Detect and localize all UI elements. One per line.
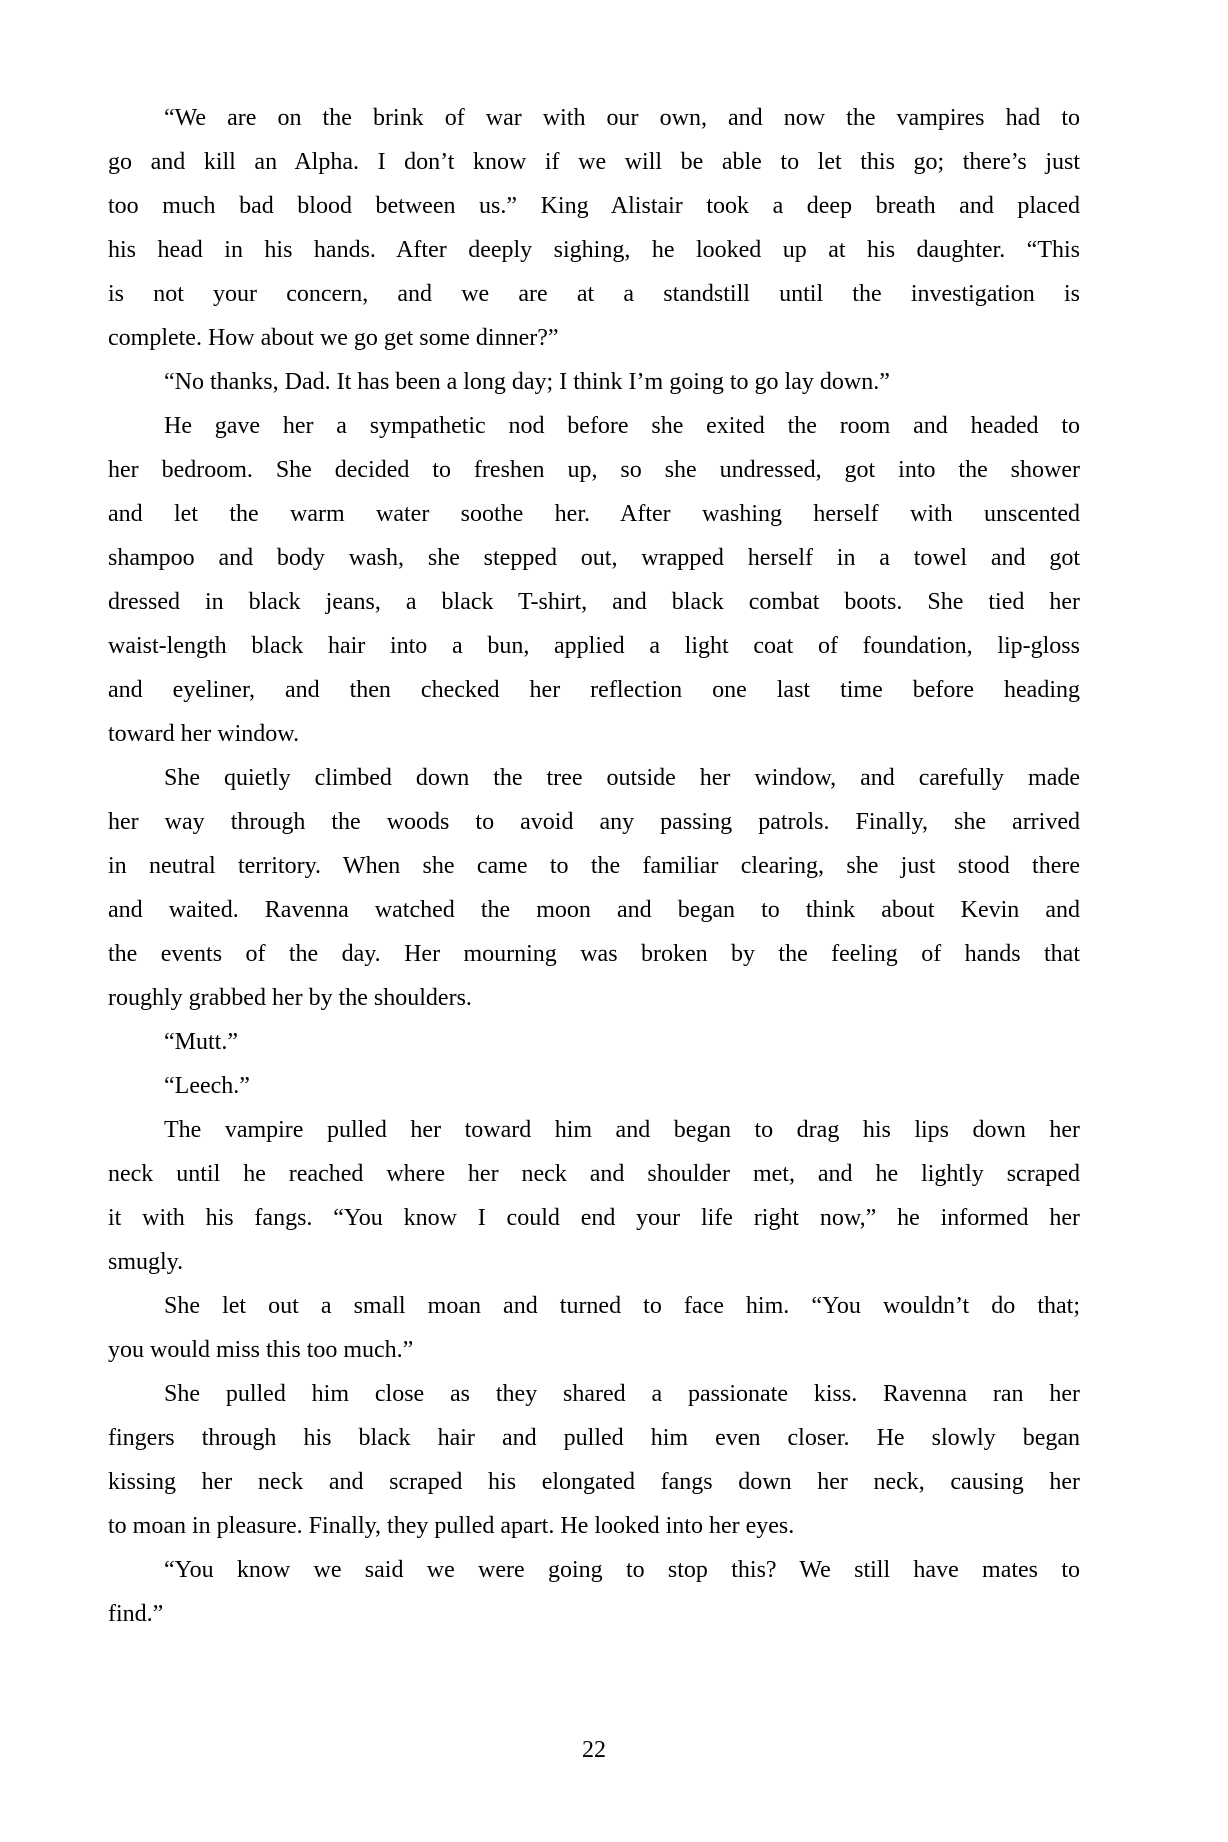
paragraph xyxy=(108,1372,1080,1548)
text-line: roughly grabbed her by the shoulders. xyxy=(108,985,472,1011)
text-line: shampoo and body wash, she stepped out, wrapped herself in a towel and got xyxy=(108,545,1080,571)
text-line: too much bad blood between us.” King Alistair took a deep breath and placed xyxy=(108,193,1080,219)
text-line: kissing her neck and scraped his elongated fangs down her neck, causing her xyxy=(108,1469,1080,1495)
text-line: She let out a small moan and turned to face him. “You wouldn’t do that; xyxy=(164,1293,1080,1319)
paragraph xyxy=(108,404,1080,756)
text-line: She quietly climbed down the tree outside her window, and carefully made xyxy=(164,765,1080,791)
text-line: go and kill an Alpha. I don’t know if we will be able to let this go; there’s just xyxy=(108,149,1080,175)
text-line: her bedroom. She decided to freshen up, so she undressed, got into the shower xyxy=(108,457,1080,483)
text-line: you would miss this too much.” xyxy=(108,1337,414,1363)
page-text xyxy=(108,96,1080,1636)
paragraph xyxy=(108,1020,1080,1064)
text-line: smugly. xyxy=(108,1249,184,1275)
text-line: complete. How about we go get some dinner?” xyxy=(108,325,559,351)
text-line: “No thanks, Dad. It has been a long day; I think I’m going to go lay down.” xyxy=(164,369,890,395)
text-line: the events of the day. Her mourning was broken by the feeling of hands that xyxy=(108,941,1080,967)
text-line: in neutral territory. When she came to the familiar clearing, she just stood there xyxy=(108,853,1080,879)
text-line: it with his fangs. “You know I could end your life right now,” he informed her xyxy=(108,1205,1080,1231)
text-line: find.” xyxy=(108,1601,164,1627)
text-line: her way through the woods to avoid any passing patrols. Finally, she arrived xyxy=(108,809,1080,835)
paragraph xyxy=(108,1108,1080,1284)
text-line: “Leech.” xyxy=(164,1073,250,1099)
text-line: his head in his hands. After deeply sighing, he looked up at his daughter. “This xyxy=(108,237,1080,263)
text-line: to moan in pleasure. Finally, they pulled apart. He looked into her eyes. xyxy=(108,1513,795,1539)
paragraph xyxy=(108,756,1080,1020)
text-line: The vampire pulled her toward him and began to drag his lips down her xyxy=(164,1117,1080,1143)
text-line: “Mutt.” xyxy=(164,1029,238,1055)
text-line: waist-length black hair into a bun, applied a light coat of foundation, lip-gloss xyxy=(108,633,1080,659)
text-line: and eyeliner, and then checked her reflection one last time before heading xyxy=(108,677,1080,703)
text-line: and waited. Ravenna watched the moon and began to think about Kevin and xyxy=(108,897,1080,923)
paragraph xyxy=(108,1284,1080,1372)
paragraph xyxy=(108,1548,1080,1636)
text-line: dressed in black jeans, a black T-shirt, and black combat boots. She tied her xyxy=(108,589,1080,615)
paragraph xyxy=(108,1064,1080,1108)
text-line: “We are on the brink of war with our own, and now the vampires had to xyxy=(164,105,1080,131)
page-number: 22 xyxy=(582,1737,606,1763)
text-line: “You know we said we were going to stop this? We still have mates to xyxy=(164,1557,1080,1583)
paragraph xyxy=(108,96,1080,360)
text-line: She pulled him close as they shared a passionate kiss. Ravenna ran her xyxy=(164,1381,1080,1407)
text-line: fingers through his black hair and pulled him even closer. He slowly began xyxy=(108,1425,1080,1451)
text-line: He gave her a sympathetic nod before she exited the room and headed to xyxy=(164,413,1080,439)
paragraph xyxy=(108,360,1080,404)
text-line: and let the warm water soothe her. After washing herself with unscented xyxy=(108,501,1080,527)
text-line: neck until he reached where her neck and shoulder met, and he lightly scraped xyxy=(108,1161,1080,1187)
text-line: toward her window. xyxy=(108,721,300,747)
text-line: is not your concern, and we are at a standstill until the investigation is xyxy=(108,281,1080,307)
